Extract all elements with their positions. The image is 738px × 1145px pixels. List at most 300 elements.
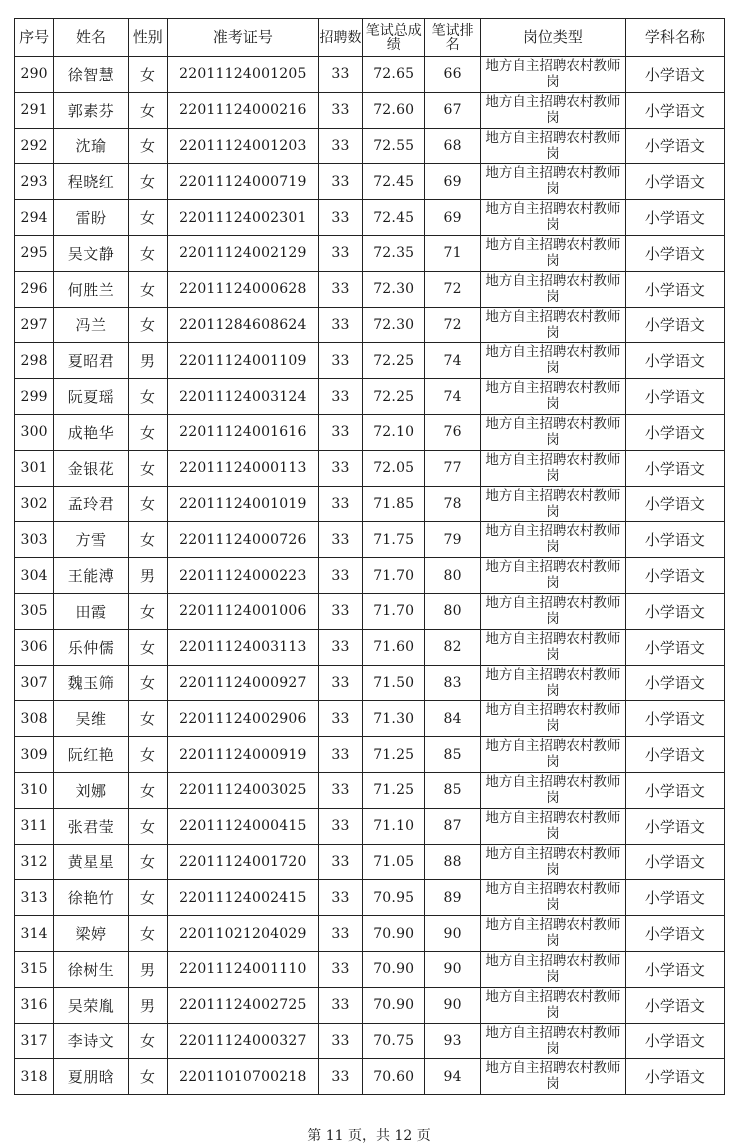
cell-post: 地方自主招聘农村教师岗 [481, 916, 626, 952]
cell-subject: 小学语文 [625, 1059, 724, 1095]
cell-subject: 小学语文 [625, 916, 724, 952]
table-row [15, 128, 725, 164]
cell-score: 70.90 [363, 916, 425, 952]
cell-score: 71.50 [363, 665, 425, 701]
cell-name: 何胜兰 [54, 271, 128, 307]
table-row [15, 164, 725, 200]
cell-seq: 311 [15, 808, 54, 844]
cell-quota: 33 [318, 522, 362, 558]
cell-post: 地方自主招聘农村教师岗 [481, 665, 626, 701]
header-subject: 学科名称 [625, 19, 724, 57]
cell-rank: 72 [425, 307, 481, 343]
table-row [15, 307, 725, 343]
cell-name: 徐艳竹 [54, 880, 128, 916]
cell-rank: 76 [425, 414, 481, 450]
cell-gender: 男 [128, 987, 167, 1023]
cell-post: 地方自主招聘农村教师岗 [481, 57, 626, 93]
cell-rank: 74 [425, 379, 481, 415]
cell-name: 王能溥 [54, 558, 128, 594]
cell-quota: 33 [318, 307, 362, 343]
cell-gender: 女 [128, 414, 167, 450]
cell-name: 吴荣胤 [54, 987, 128, 1023]
cell-rank: 77 [425, 450, 481, 486]
cell-ticket: 22011124000927 [167, 665, 318, 701]
cell-quota: 33 [318, 558, 362, 594]
cell-seq: 301 [15, 450, 54, 486]
cell-subject: 小学语文 [625, 271, 724, 307]
cell-rank: 83 [425, 665, 481, 701]
cell-subject: 小学语文 [625, 629, 724, 665]
cell-name: 郭素芬 [54, 92, 128, 128]
cell-quota: 33 [318, 379, 362, 415]
cell-rank: 69 [425, 200, 481, 236]
cell-score: 71.25 [363, 737, 425, 773]
cell-score: 72.35 [363, 235, 425, 271]
cell-subject: 小学语文 [625, 880, 724, 916]
cell-post: 地方自主招聘农村教师岗 [481, 772, 626, 808]
cell-name: 魏玉筛 [54, 665, 128, 701]
cell-ticket: 22011124000216 [167, 92, 318, 128]
table-row [15, 343, 725, 379]
cell-score: 72.25 [363, 379, 425, 415]
cell-subject: 小学语文 [625, 486, 724, 522]
cell-name: 吴维 [54, 701, 128, 737]
cell-score: 72.10 [363, 414, 425, 450]
cell-seq: 303 [15, 522, 54, 558]
table-row [15, 271, 725, 307]
cell-quota: 33 [318, 57, 362, 93]
cell-gender: 女 [128, 128, 167, 164]
cell-ticket: 22011124002906 [167, 701, 318, 737]
cell-gender: 女 [128, 593, 167, 629]
cell-name: 乐仲儒 [54, 629, 128, 665]
cell-seq: 314 [15, 916, 54, 952]
cell-score: 70.60 [363, 1059, 425, 1095]
cell-seq: 298 [15, 343, 54, 379]
cell-ticket: 22011124003124 [167, 379, 318, 415]
cell-rank: 82 [425, 629, 481, 665]
cell-subject: 小学语文 [625, 987, 724, 1023]
cell-name: 田霞 [54, 593, 128, 629]
cell-post: 地方自主招聘农村教师岗 [481, 522, 626, 558]
cell-ticket: 22011124000415 [167, 808, 318, 844]
cell-gender: 男 [128, 343, 167, 379]
cell-seq: 318 [15, 1059, 54, 1095]
cell-gender: 女 [128, 164, 167, 200]
cell-name: 金银花 [54, 450, 128, 486]
cell-seq: 290 [15, 57, 54, 93]
cell-quota: 33 [318, 916, 362, 952]
cell-ticket: 22011124001006 [167, 593, 318, 629]
cell-subject: 小学语文 [625, 772, 724, 808]
cell-score: 72.25 [363, 343, 425, 379]
cell-gender: 女 [128, 522, 167, 558]
table-row [15, 701, 725, 737]
cell-post: 地方自主招聘农村教师岗 [481, 379, 626, 415]
cell-score: 70.95 [363, 880, 425, 916]
cell-rank: 85 [425, 737, 481, 773]
cell-ticket: 22011124000919 [167, 737, 318, 773]
cell-post: 地方自主招聘农村教师岗 [481, 164, 626, 200]
cell-ticket: 22011124001110 [167, 951, 318, 987]
cell-score: 70.90 [363, 951, 425, 987]
table-row [15, 737, 725, 773]
cell-quota: 33 [318, 128, 362, 164]
cell-subject: 小学语文 [625, 737, 724, 773]
cell-gender: 女 [128, 629, 167, 665]
cell-rank: 68 [425, 128, 481, 164]
cell-gender: 女 [128, 737, 167, 773]
table-row [15, 772, 725, 808]
cell-subject: 小学语文 [625, 808, 724, 844]
cell-seq: 317 [15, 1023, 54, 1059]
table-row [15, 844, 725, 880]
cell-rank: 89 [425, 880, 481, 916]
cell-name: 梁婷 [54, 916, 128, 952]
cell-quota: 33 [318, 343, 362, 379]
table-row [15, 951, 725, 987]
header-post: 岗位类型 [481, 19, 626, 57]
cell-post: 地方自主招聘农村教师岗 [481, 200, 626, 236]
header-row [15, 19, 725, 57]
cell-ticket: 22011124001019 [167, 486, 318, 522]
header-name: 姓名 [54, 19, 128, 57]
cell-quota: 33 [318, 92, 362, 128]
cell-seq: 316 [15, 987, 54, 1023]
cell-gender: 女 [128, 271, 167, 307]
cell-subject: 小学语文 [625, 164, 724, 200]
header-rank: 笔试排名 [425, 19, 481, 57]
cell-gender: 女 [128, 844, 167, 880]
page-footer: 第 11 页，共 12 页 [307, 1128, 431, 1144]
cell-score: 72.60 [363, 92, 425, 128]
cell-quota: 33 [318, 235, 362, 271]
cell-seq: 302 [15, 486, 54, 522]
table-row [15, 593, 725, 629]
cell-quota: 33 [318, 414, 362, 450]
cell-seq: 309 [15, 737, 54, 773]
cell-post: 地方自主招聘农村教师岗 [481, 307, 626, 343]
cell-score: 71.75 [363, 522, 425, 558]
cell-rank: 72 [425, 271, 481, 307]
cell-seq: 291 [15, 92, 54, 128]
cell-score: 72.45 [363, 200, 425, 236]
cell-subject: 小学语文 [625, 128, 724, 164]
cell-score: 71.25 [363, 772, 425, 808]
cell-quota: 33 [318, 665, 362, 701]
cell-subject: 小学语文 [625, 450, 724, 486]
cell-gender: 女 [128, 379, 167, 415]
cell-rank: 94 [425, 1059, 481, 1095]
cell-name: 程晓红 [54, 164, 128, 200]
cell-seq: 313 [15, 880, 54, 916]
table-row [15, 486, 725, 522]
cell-name: 冯兰 [54, 307, 128, 343]
cell-quota: 33 [318, 772, 362, 808]
cell-ticket: 22011124000327 [167, 1023, 318, 1059]
cell-seq: 310 [15, 772, 54, 808]
cell-rank: 84 [425, 701, 481, 737]
cell-post: 地方自主招聘农村教师岗 [481, 808, 626, 844]
cell-post: 地方自主招聘农村教师岗 [481, 343, 626, 379]
cell-name: 夏朋晗 [54, 1059, 128, 1095]
cell-name: 方雪 [54, 522, 128, 558]
cell-seq: 306 [15, 629, 54, 665]
cell-post: 地方自主招聘农村教师岗 [481, 701, 626, 737]
header-quota: 招聘数 [318, 19, 362, 57]
cell-quota: 33 [318, 1059, 362, 1095]
cell-quota: 33 [318, 737, 362, 773]
cell-gender: 女 [128, 701, 167, 737]
cell-ticket: 22011124003113 [167, 629, 318, 665]
cell-subject: 小学语文 [625, 235, 724, 271]
cell-rank: 66 [425, 57, 481, 93]
cell-gender: 女 [128, 92, 167, 128]
cell-rank: 85 [425, 772, 481, 808]
cell-rank: 90 [425, 951, 481, 987]
cell-subject: 小学语文 [625, 92, 724, 128]
cell-name: 张君莹 [54, 808, 128, 844]
cell-name: 徐智慧 [54, 57, 128, 93]
cell-seq: 292 [15, 128, 54, 164]
cell-seq: 297 [15, 307, 54, 343]
cell-ticket: 22011124001616 [167, 414, 318, 450]
cell-ticket: 22011010700218 [167, 1059, 318, 1095]
cell-quota: 33 [318, 593, 362, 629]
cell-post: 地方自主招聘农村教师岗 [481, 414, 626, 450]
cell-post: 地方自主招聘农村教师岗 [481, 450, 626, 486]
cell-ticket: 22011124001720 [167, 844, 318, 880]
cell-seq: 305 [15, 593, 54, 629]
cell-quota: 33 [318, 987, 362, 1023]
cell-quota: 33 [318, 808, 362, 844]
cell-score: 71.85 [363, 486, 425, 522]
cell-score: 71.70 [363, 558, 425, 594]
cell-rank: 88 [425, 844, 481, 880]
cell-score: 72.65 [363, 57, 425, 93]
table-row [15, 665, 725, 701]
cell-subject: 小学语文 [625, 379, 724, 415]
cell-name: 沈瑜 [54, 128, 128, 164]
cell-name: 雷盼 [54, 200, 128, 236]
cell-subject: 小学语文 [625, 57, 724, 93]
cell-score: 71.30 [363, 701, 425, 737]
cell-gender: 女 [128, 1023, 167, 1059]
table-row [15, 880, 725, 916]
cell-post: 地方自主招聘农村教师岗 [481, 128, 626, 164]
table-row [15, 558, 725, 594]
cell-subject: 小学语文 [625, 343, 724, 379]
cell-ticket: 22011124001205 [167, 57, 318, 93]
cell-gender: 女 [128, 307, 167, 343]
cell-score: 71.05 [363, 844, 425, 880]
cell-gender: 女 [128, 916, 167, 952]
cell-score: 72.45 [363, 164, 425, 200]
cell-quota: 33 [318, 880, 362, 916]
cell-rank: 80 [425, 558, 481, 594]
cell-name: 夏昭君 [54, 343, 128, 379]
cell-rank: 69 [425, 164, 481, 200]
cell-ticket: 22011124003025 [167, 772, 318, 808]
cell-subject: 小学语文 [625, 414, 724, 450]
cell-score: 72.30 [363, 271, 425, 307]
cell-subject: 小学语文 [625, 951, 724, 987]
cell-post: 地方自主招聘农村教师岗 [481, 1059, 626, 1095]
cell-gender: 女 [128, 235, 167, 271]
cell-ticket: 22011124002301 [167, 200, 318, 236]
cell-ticket: 22011124001109 [167, 343, 318, 379]
cell-gender: 女 [128, 808, 167, 844]
cell-post: 地方自主招聘农村教师岗 [481, 737, 626, 773]
cell-quota: 33 [318, 271, 362, 307]
cell-score: 72.55 [363, 128, 425, 164]
cell-subject: 小学语文 [625, 844, 724, 880]
cell-quota: 33 [318, 1023, 362, 1059]
cell-post: 地方自主招聘农村教师岗 [481, 92, 626, 128]
table-row [15, 808, 725, 844]
cell-rank: 90 [425, 916, 481, 952]
cell-quota: 33 [318, 701, 362, 737]
cell-gender: 女 [128, 450, 167, 486]
table-row [15, 916, 725, 952]
cell-post: 地方自主招聘农村教师岗 [481, 629, 626, 665]
cell-seq: 295 [15, 235, 54, 271]
cell-gender: 男 [128, 951, 167, 987]
cell-name: 徐树生 [54, 951, 128, 987]
cell-seq: 293 [15, 164, 54, 200]
cell-gender: 女 [128, 1059, 167, 1095]
cell-name: 李诗文 [54, 1023, 128, 1059]
cell-gender: 女 [128, 57, 167, 93]
cell-quota: 33 [318, 629, 362, 665]
cell-quota: 33 [318, 200, 362, 236]
cell-subject: 小学语文 [625, 1023, 724, 1059]
cell-rank: 87 [425, 808, 481, 844]
cell-post: 地方自主招聘农村教师岗 [481, 951, 626, 987]
cell-seq: 315 [15, 951, 54, 987]
cell-subject: 小学语文 [625, 200, 724, 236]
cell-rank: 71 [425, 235, 481, 271]
cell-gender: 女 [128, 880, 167, 916]
cell-rank: 80 [425, 593, 481, 629]
cell-seq: 307 [15, 665, 54, 701]
cell-seq: 299 [15, 379, 54, 415]
table-row [15, 629, 725, 665]
cell-rank: 93 [425, 1023, 481, 1059]
cell-quota: 33 [318, 450, 362, 486]
cell-rank: 78 [425, 486, 481, 522]
cell-score: 72.05 [363, 450, 425, 486]
cell-seq: 294 [15, 200, 54, 236]
cell-score: 71.60 [363, 629, 425, 665]
cell-name: 孟玲君 [54, 486, 128, 522]
cell-seq: 312 [15, 844, 54, 880]
table-row [15, 450, 725, 486]
cell-ticket: 22011124000628 [167, 271, 318, 307]
cell-ticket: 22011124002415 [167, 880, 318, 916]
header-ticket: 准考证号 [167, 19, 318, 57]
cell-score: 70.90 [363, 987, 425, 1023]
cell-ticket: 22011124000719 [167, 164, 318, 200]
cell-seq: 300 [15, 414, 54, 450]
cell-score: 71.70 [363, 593, 425, 629]
cell-ticket: 22011124001203 [167, 128, 318, 164]
cell-rank: 90 [425, 987, 481, 1023]
cell-name: 黄星星 [54, 844, 128, 880]
cell-post: 地方自主招聘农村教师岗 [481, 486, 626, 522]
cell-ticket: 22011124002129 [167, 235, 318, 271]
cell-rank: 79 [425, 522, 481, 558]
cell-gender: 男 [128, 558, 167, 594]
cell-subject: 小学语文 [625, 522, 724, 558]
cell-post: 地方自主招聘农村教师岗 [481, 1023, 626, 1059]
cell-ticket: 22011124002725 [167, 987, 318, 1023]
cell-gender: 女 [128, 772, 167, 808]
cell-post: 地方自主招聘农村教师岗 [481, 593, 626, 629]
table-row [15, 235, 725, 271]
cell-post: 地方自主招聘农村教师岗 [481, 235, 626, 271]
cell-quota: 33 [318, 844, 362, 880]
cell-quota: 33 [318, 486, 362, 522]
cell-ticket: 22011124000113 [167, 450, 318, 486]
table-body [15, 57, 725, 1095]
cell-seq: 296 [15, 271, 54, 307]
cell-name: 吴文静 [54, 235, 128, 271]
cell-gender: 女 [128, 665, 167, 701]
cell-seq: 308 [15, 701, 54, 737]
cell-subject: 小学语文 [625, 307, 724, 343]
table-row [15, 200, 725, 236]
cell-subject: 小学语文 [625, 558, 724, 594]
cell-quota: 33 [318, 164, 362, 200]
cell-ticket: 22011021204029 [167, 916, 318, 952]
cell-name: 刘娜 [54, 772, 128, 808]
cell-post: 地方自主招聘农村教师岗 [481, 558, 626, 594]
cell-rank: 67 [425, 92, 481, 128]
cell-ticket: 22011284608624 [167, 307, 318, 343]
cell-score: 71.10 [363, 808, 425, 844]
table-row [15, 92, 725, 128]
header-gender: 性别 [128, 19, 167, 57]
cell-post: 地方自主招聘农村教师岗 [481, 880, 626, 916]
cell-subject: 小学语文 [625, 593, 724, 629]
cell-gender: 女 [128, 486, 167, 522]
table-row [15, 414, 725, 450]
cell-post: 地方自主招聘农村教师岗 [481, 987, 626, 1023]
cell-seq: 304 [15, 558, 54, 594]
score-table [14, 18, 725, 1095]
cell-name: 成艳华 [54, 414, 128, 450]
table-row [15, 379, 725, 415]
cell-name: 阮红艳 [54, 737, 128, 773]
cell-score: 72.30 [363, 307, 425, 343]
table-row [15, 1023, 725, 1059]
table-row [15, 1059, 725, 1095]
cell-post: 地方自主招聘农村教师岗 [481, 844, 626, 880]
cell-rank: 74 [425, 343, 481, 379]
cell-post: 地方自主招聘农村教师岗 [481, 271, 626, 307]
cell-score: 70.75 [363, 1023, 425, 1059]
header-seq: 序号 [15, 19, 54, 57]
table-row [15, 522, 725, 558]
header-score: 笔试总成绩 [363, 19, 425, 57]
cell-subject: 小学语文 [625, 665, 724, 701]
cell-gender: 女 [128, 200, 167, 236]
table-row [15, 57, 725, 93]
cell-name: 阮夏瑶 [54, 379, 128, 415]
cell-quota: 33 [318, 951, 362, 987]
cell-subject: 小学语文 [625, 701, 724, 737]
